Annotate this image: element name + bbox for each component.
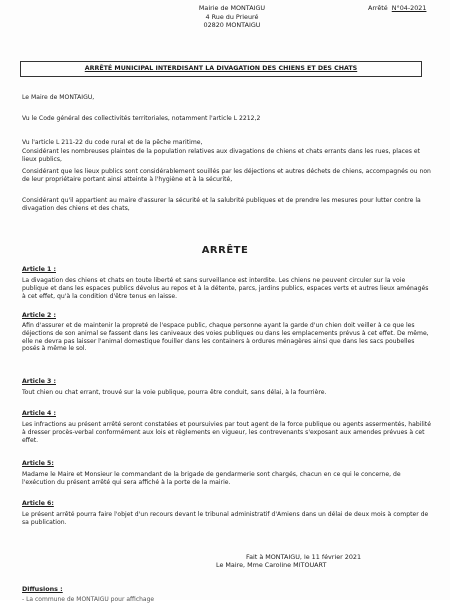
title-box bbox=[20, 61, 422, 77]
arrete-number: N°04-2021 bbox=[391, 4, 427, 12]
fait-a: Fait à MONTAIGU, le 11 février 2021 bbox=[246, 553, 362, 561]
mairie-name: Mairie de MONTAIGU bbox=[198, 4, 266, 12]
article-6-text: Le présent arrêté pourra faire l'objet d'un recours devant le tribunal administratif d'Amiens dans un délai de deux mois à compter de sa publication. bbox=[22, 511, 429, 526]
vu-code-rural: Vu l'article L 211-22 du code rural et de la pêche maritime, bbox=[22, 139, 203, 146]
diffusion-label: Diffusions : bbox=[22, 585, 63, 593]
vu-cgct: Vu le Code général des collectivités territoriales, notamment l'article L 2212,2 bbox=[22, 115, 261, 122]
signature-block bbox=[216, 553, 426, 569]
article-4-text: Les infractions au présent arrêté seront constatées et poursuivies par tout agent de la force publique ou agents assermentés, habilité à dresser procès-verbal conformément aux lois et règlements en vigueur, les contrevenants s'exposant aux amendes prévues à cet effet. bbox=[22, 421, 431, 444]
arrete-number-block bbox=[368, 4, 426, 12]
article-1-text: La divagation des chiens et chats en toute liberté et sans surveillance est interdite. Les chiens ne peuvent circuler sur la voie publique et dans les espaces publics dévolus au repos et à la détente, parcs, jardins publics, espaces verts et autres lieux aménagés à cet effet, qu'à la condition d'être tenus en laisse. bbox=[22, 277, 429, 300]
considerant-securite: Considérant qu'il appartient au maire d'assurer la sécurité et la salubrité publiques et de prendre les mesures pour lutter contre la divagation des chiens et des chats, bbox=[22, 197, 421, 212]
considerant-dejections: Considérant que les lieux publics sont considérablement souillés par les déjections et autres déchets de chiens, accompagnés ou non de leur propriétaire portant ainsi atteinte à l'hygiène et à la sécurité, bbox=[22, 168, 431, 183]
maire-line: Le Maire de MONTAIGU, bbox=[22, 94, 95, 101]
article-6-label: Article 6: bbox=[22, 500, 54, 507]
mairie-address: 4 Rue du Prieuré bbox=[205, 12, 259, 21]
article-3-text: Tout chien ou chat errant, trouvé sur la voie publique, pourra être conduit, sans délai, à la fourrière. bbox=[22, 389, 327, 396]
article-2-label: Article 2 : bbox=[22, 312, 56, 319]
arrete-label: Arrêté bbox=[368, 4, 388, 12]
article-5-label: Article 5: bbox=[22, 460, 54, 467]
document-title: ARRÊTÉ MUNICIPAL INTERDISANT LA DIVAGATION DES CHIENS ET DES CHATS bbox=[84, 64, 358, 72]
article-4-label: Article 4 : bbox=[22, 410, 56, 417]
article-1-label: Article 1 : bbox=[22, 266, 56, 273]
considerant-plaintes: Considérant les nombreuses plaintes de la population relatives aux divagations de chiens et chats errants dans les rues, places et lieux publics, bbox=[22, 148, 421, 163]
mairie-postcode-city: 02820 MONTAIGU bbox=[203, 21, 261, 30]
article-3-label: Article 3 : bbox=[22, 378, 56, 385]
mairie-header bbox=[152, 4, 312, 30]
diffusion-item: - La commune de MONTAIGU pour affichage bbox=[22, 596, 155, 603]
arrete-heading: ARRÊTE bbox=[201, 245, 249, 256]
signature-name: Le Maire, Mme Caroline MITOUART bbox=[216, 561, 327, 570]
article-5-text: Madame le Maire et Monsieur le commandant de la brigade de gendarmerie sont chargés, chacun en ce qui le concerne, de l'exécution du présent arrêté qui sera affiché à la porte de la mairie. bbox=[22, 471, 401, 486]
article-2-text: Afin d'assurer et de maintenir la propreté de l'espace public, chaque personne ayant la garde d'un chien doit veiller à ce que les déjections de son animal se fassent dans les caniveaux des voies publiques ou dans les emplacements prévus à cet effet. De même, elle ne devra pas laisser l'animal domestique fouiller dans les containers à ordures ménagères ainsi que dans les sacs poubelles posés à même le sol. bbox=[22, 322, 429, 353]
